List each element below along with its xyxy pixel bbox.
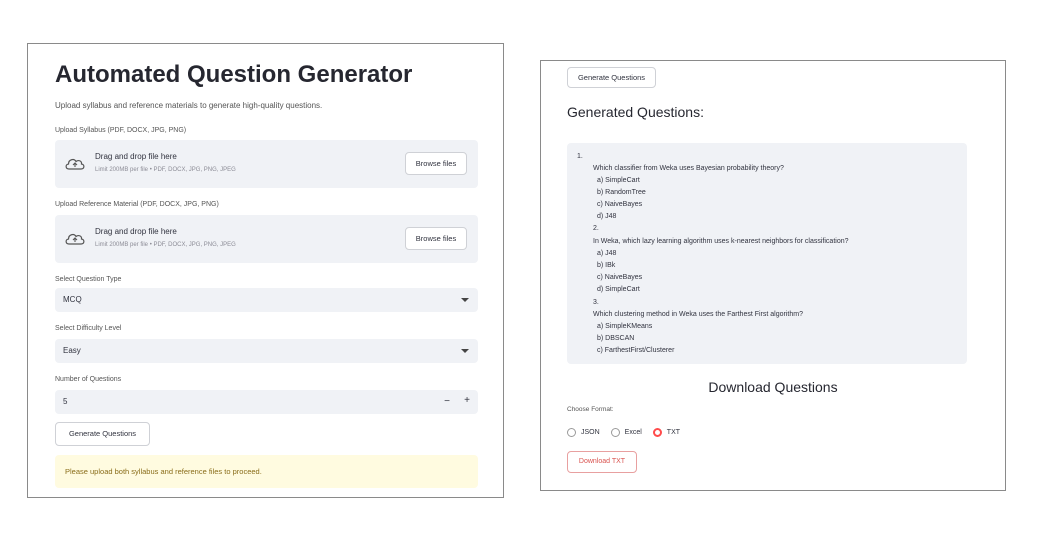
question-type-value: MCQ [63,295,82,304]
chevron-down-icon [461,298,469,302]
page-title: Automated Question Generator [55,61,413,88]
reference-browse-button[interactable]: Browse files [405,227,467,250]
format-radio-excel[interactable] [611,428,642,437]
format-radio-group [567,425,691,439]
question-option: c) NaiveBayes [597,274,643,281]
question-option: c) FarthestFirst/Clusterer [597,347,675,354]
question-type-label: Select Question Type [55,276,122,283]
stepper-plus-button[interactable]: + [464,395,470,406]
question-number: 1. [577,153,583,160]
download-questions-heading: Download Questions [708,379,838,395]
question-option: c) NaiveBayes [597,201,643,208]
question-option: a) SimpleCart [597,177,640,184]
radio-button[interactable] [567,428,576,437]
question-text: Which clustering method in Weka uses the Farthest First algorithm? [593,311,803,318]
question-number: 3. [593,299,599,306]
radio-button[interactable] [611,428,620,437]
reference-dropzone-limit: Limit 200MB per file • PDF, DOCX, JPG, PNG, JPEG [95,242,236,248]
cloud-upload-icon [64,155,86,171]
question-option: b) DBSCAN [597,335,635,342]
question-type-select[interactable] [55,288,478,312]
question-option: d) SimpleCart [597,286,640,293]
syllabus-browse-button[interactable]: Browse files [405,152,467,175]
generated-questions-heading: Generated Questions: [567,104,704,120]
download-txt-button[interactable]: Download TXT [567,451,637,473]
reference-upload-label: Upload Reference Material (PDF, DOCX, JPG, PNG) [55,201,219,208]
radio-label: TXT [666,428,681,436]
reference-dropzone-title: Drag and drop file here [95,227,177,236]
syllabus-dropzone-title: Drag and drop file here [95,152,177,161]
syllabus-dropzone-limit: Limit 200MB per file • PDF, DOCX, JPG, PNG, JPEG [95,167,236,173]
radio-label: JSON [581,428,600,436]
choose-format-label: Choose Format: [567,406,614,413]
question-generator-form-panel [27,43,504,498]
question-option: d) J48 [597,213,617,220]
syllabus-dropzone[interactable] [55,140,478,188]
warning-alert [55,455,478,488]
num-questions-label: Number of Questions [55,376,122,383]
generated-questions-text-area[interactable] [567,143,967,364]
question-number: 2. [593,225,599,232]
difficulty-value: Easy [63,346,81,355]
generate-questions-button[interactable]: Generate Questions [567,67,656,88]
difficulty-label: Select Difficulty Level [55,325,122,332]
question-option: b) RandomTree [597,189,646,196]
warning-text: Please upload both syllabus and reference files to proceed. [65,467,262,476]
generate-questions-button[interactable]: Generate Questions [55,422,150,446]
syllabus-upload-label: Upload Syllabus (PDF, DOCX, JPG, PNG) [55,127,187,134]
radio-label: Excel [624,428,642,436]
difficulty-select[interactable] [55,339,478,363]
num-questions-input[interactable] [55,390,478,414]
page-subtitle: Upload syllabus and reference materials to generate high-quality questions. [55,101,323,110]
format-radio-json[interactable] [567,428,600,437]
num-questions-value: 5 [63,397,68,406]
question-text: Which classifier from Weka uses Bayesian probability theory? [593,165,784,172]
question-option: a) J48 [597,250,617,257]
reference-dropzone[interactable] [55,215,478,263]
format-radio-txt[interactable] [653,428,680,437]
generated-questions-panel [540,60,1006,491]
cloud-upload-icon [64,230,86,246]
question-option: a) SimpleKMeans [597,323,653,330]
question-text: In Weka, which lazy learning algorithm uses k-nearest neighbors for classification? [593,238,849,245]
radio-button-selected[interactable] [653,428,662,437]
question-option: b) IBk [597,262,616,269]
chevron-down-icon [461,349,469,353]
stepper-minus-button[interactable]: − [444,396,450,407]
